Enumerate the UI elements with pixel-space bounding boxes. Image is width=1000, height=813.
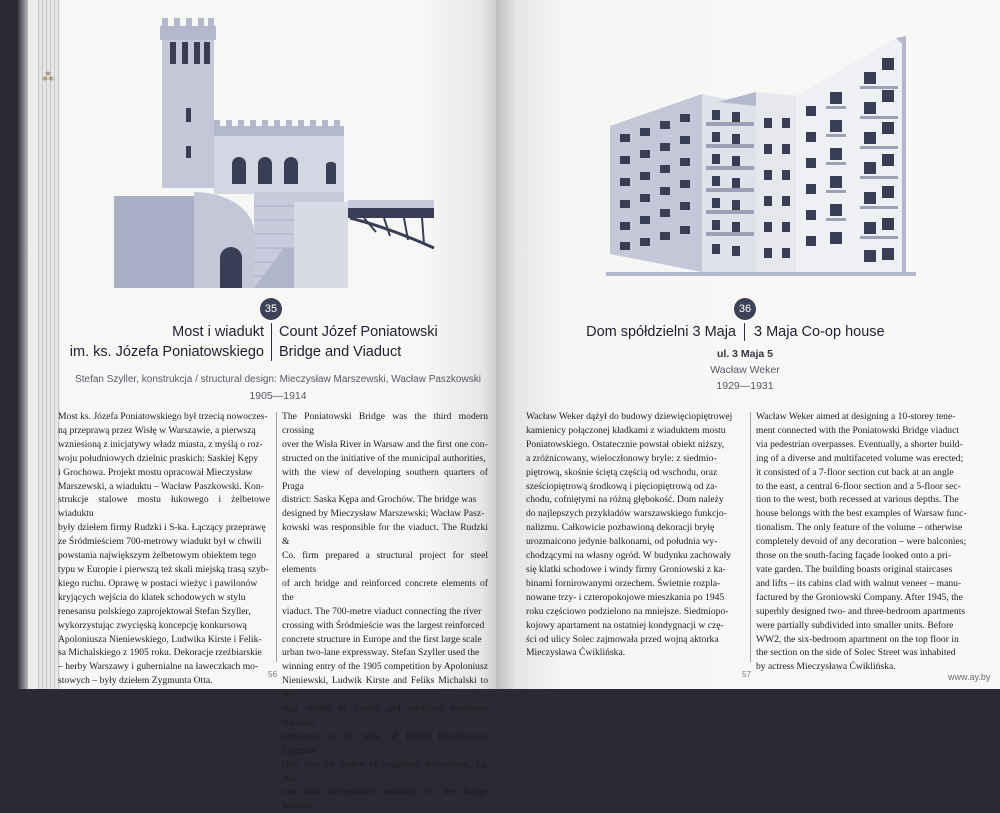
column-separator bbox=[276, 412, 277, 662]
architect: Wacław Weker bbox=[710, 364, 780, 376]
text-line: entrances in the style of Polish Renaissance. Zygmunt bbox=[282, 730, 488, 756]
text-line: sa Michalskiego z 1905 roku. Dekoracje rzeźbiarskie bbox=[58, 647, 262, 659]
text-line: Poniatowskiego. Ostatecznie powstał obiekt niższy, bbox=[526, 438, 725, 450]
title-en-line1: Count Józef Poniatowski bbox=[279, 324, 438, 340]
text-line: nowane trzy- i czteropokojowe mieszkania po 1945 bbox=[526, 591, 725, 603]
text-line: those on the south-facing façade looked onto a pri- bbox=[756, 550, 952, 562]
text-line: of arch bridge and reinforced concrete elements of the bbox=[282, 577, 488, 603]
text-line: via pedestrian overpasses. Eventually, a shorter build- bbox=[756, 438, 963, 450]
text-line: Nieniewski, Ludwik Kirste and Feliks Michalski to de- bbox=[282, 675, 488, 701]
title-en-line2: Bridge and Viaduct bbox=[279, 344, 402, 360]
text-line: kojowy apartament na ostatniej kondygnacji w czę- bbox=[526, 619, 724, 631]
text-line: Apoloniusza Nieniewskiego, Ludwika Kirste i Felik- bbox=[58, 633, 262, 645]
text-line: – herby Warszawy i gubernialne na ławeczkach mo- bbox=[58, 661, 259, 673]
text-line: the section on the side of Solec Street was inhabited bbox=[756, 647, 956, 659]
construction-years: 1905—1914 bbox=[249, 390, 307, 402]
text-line: kiego ruchu. Oprawę w postaci wieżyc i pawilonów bbox=[58, 577, 258, 589]
text-line: wykorzystując zwycięską koncepcję konkursową bbox=[58, 619, 247, 631]
text-line: urban two-lane expressway. Stefan Szyller used the bbox=[282, 647, 480, 659]
text-line: były dziełem firmy Rudzki i S-ka. Łączący przeprawę bbox=[58, 522, 266, 534]
text-line: superbly designed two- and three-bedroom apartments bbox=[756, 605, 966, 617]
text-line: wzniesioną z inicjatywy władz miasta, z myślą o roz- bbox=[58, 438, 263, 450]
text-line: sześciopiętrową środkową i pięciopiętrową od za- bbox=[526, 480, 718, 492]
text-line: concrete structure in Europe and the first large scale bbox=[282, 633, 482, 645]
text-line: ze Śródmieściem 700-metrowy wiadukt był w chwili bbox=[58, 536, 262, 548]
column-separator bbox=[750, 412, 751, 662]
text-line: were partially subdivided into smaller units. Before bbox=[756, 619, 954, 631]
title-divider bbox=[271, 323, 272, 361]
text-line: ści od ulicy Solec zajmowała przed wojną aktorka bbox=[526, 633, 719, 645]
text-line: stowych – były dziełem Zygmunta Otta. bbox=[58, 675, 213, 687]
entry-number-badge: 35 bbox=[260, 298, 282, 320]
text-line: to the east, a central 6-floor section and a 5-floor sec- bbox=[756, 480, 961, 492]
text-line: Wacław Weker aimed at designing a 10-storey tene- bbox=[756, 411, 956, 422]
title-pl-line1: Most i wiadukt bbox=[172, 324, 264, 340]
text-line: chodu, cofniętymi na różną głębokość. Dom należy bbox=[526, 494, 724, 506]
right-page bbox=[496, 0, 1000, 689]
entry-title-polish: Dom spółdzielni 3 Maja bbox=[586, 324, 736, 340]
watermark: www.ay.by bbox=[948, 672, 991, 682]
address: ul. 3 Maja 5 bbox=[716, 348, 774, 360]
text-line: binami fornirowanymi orzechem. Świetnie rozpla- bbox=[526, 577, 721, 589]
text-line: nalizmu. Całkowicie pozbawioną dekoracji bryłę bbox=[526, 522, 715, 534]
entry-title-polish bbox=[68, 322, 264, 362]
body-text-polish bbox=[58, 410, 270, 688]
text-line: structed on the initiative of the municipal authorities, bbox=[282, 452, 486, 464]
text-line: Most ks. Józefa Poniatowskiego był trzecią nowoczes- bbox=[58, 411, 268, 422]
text-line: się klatki schodowe i windy firmy Groniowski z ka- bbox=[526, 563, 726, 575]
text-line: saw and Governorate emblems on the bridge benches. bbox=[282, 786, 488, 812]
bridge-tower-illustration bbox=[114, 16, 434, 288]
left-page bbox=[28, 0, 496, 812]
text-line: roku częściowo podzielono na mniejsze. Siedmiopo- bbox=[526, 605, 729, 617]
entry-number-badge: 36 bbox=[734, 298, 756, 320]
text-line: Mieczysława Ćwiklińska. bbox=[526, 647, 626, 659]
text-line: ną przeprawą przez Wisłę w Warszawie, a pierwszą bbox=[58, 424, 256, 436]
text-line: do najlepszych przykładów warszawskiego funkcjo- bbox=[526, 508, 727, 520]
text-line: woju południowych dzielnic praskich: Saskiej Kępy bbox=[58, 452, 259, 464]
text-line: viaduct. The 700-metre viaduct connecting the river bbox=[282, 605, 482, 617]
text-line: a zróżnicowany, wieloczłonowy bryle: z siedmio- bbox=[526, 452, 717, 464]
text-line: vate garden. The building boasts original staircases bbox=[756, 563, 953, 575]
text-line: The Poniatowski Bridge was the third modern crossing bbox=[282, 411, 488, 436]
text-line: typu w Europie i pierwszą też skali miejską trasą szyb- bbox=[58, 563, 269, 575]
text-line: urozmaicono jedynie balkonami, od południa wy- bbox=[526, 536, 718, 548]
text-line: it consisted of a 7-floor section cut back at an angle bbox=[756, 466, 954, 478]
text-line: WW2, the six-bedroom apartment on the top floor in bbox=[756, 633, 959, 645]
page-edges bbox=[38, 0, 60, 689]
entry-title-english: 3 Maja Co-op house bbox=[754, 324, 885, 340]
construction-years: 1929—1931 bbox=[716, 380, 774, 392]
text-line: i Grochowa. Projekt mostu opracował Mieczysław bbox=[58, 466, 253, 478]
text-line: district: Saska Kępa and Grochów. The bridge was bbox=[282, 494, 477, 506]
page-number: 56 bbox=[268, 670, 277, 679]
credits: Stefan Szyller, konstrukcja / structural design: Mieczysław Marszewski, Wacław Paszkowski bbox=[75, 374, 481, 385]
text-line: tion to the west, both recessed at various depths. The bbox=[756, 494, 959, 506]
text-line: house belongs with the best examples of Warsaw func- bbox=[756, 508, 967, 520]
text-line: ing of a diverse and multifaceted volume was erected; bbox=[756, 452, 964, 464]
text-line: designed by Mieczysław Marszewski; Wacław Pasz- bbox=[282, 508, 485, 520]
title-divider bbox=[744, 323, 745, 341]
text-line: kowski was responsible for the viaduct. The Rudzki & bbox=[282, 522, 488, 548]
text-line: kamienicy połączonej kładkami z wiaduktem mostu bbox=[526, 424, 726, 436]
text-line: sign details of turrets and pavilions enclosing staircase bbox=[282, 703, 488, 728]
text-line: strukcje stalowe mostu łukowego i żelbetowe wiaduktu bbox=[58, 494, 270, 520]
text-line: chodzącymi na własny ogród. W budynku zachowały bbox=[526, 550, 732, 562]
text-line: completely devoid of any decoration – were balconies; bbox=[756, 536, 967, 548]
text-line: piętrową, skośnie ściętą częścią od wschodu, oraz bbox=[526, 466, 718, 478]
text-line: kryjących wejścia do klatek schodowych w stylu bbox=[58, 591, 246, 603]
text-line: powstania największym żelbetowym obiektem tego bbox=[58, 550, 257, 562]
text-line: Co. firm prepared a structural project for steel elements bbox=[282, 550, 488, 575]
text-line: Wacław Weker dążył do budowy dziewięciopiętrowej bbox=[526, 411, 733, 422]
margin-mark: ⁂ bbox=[42, 70, 54, 84]
text-line: renesansu polskiego zaprojektował Stefan Szyller, bbox=[58, 605, 251, 617]
entry-title-english bbox=[279, 322, 489, 362]
title-pl-line2: im. ks. Józefa Poniatowskiego bbox=[69, 344, 264, 360]
text-line: factured by the Groniowski Company. After 1945, the bbox=[756, 591, 963, 603]
body-text-polish bbox=[526, 410, 744, 660]
body-text-english bbox=[756, 410, 968, 674]
text-line: winning entry of the 1905 competition by Apoloniusz bbox=[282, 661, 488, 673]
text-line: by actress Mieczysława Ćwiklińska. bbox=[756, 661, 896, 673]
text-line: over the Wisła River in Warsaw and the first one con- bbox=[282, 438, 488, 450]
text-line: crossing with Śródmieście was the largest reinforced bbox=[282, 619, 485, 631]
text-line: Marszewski, a wiaduktu – Wacław Paszkowski. Kon- bbox=[58, 480, 264, 492]
text-line: tionalism. The only feature of the volume – otherwise bbox=[756, 522, 963, 534]
text-line: with the view of developing southern quarters of Praga bbox=[282, 466, 488, 492]
text-line: and lifts – its cabins clad with walnut veneer – manu- bbox=[756, 577, 962, 589]
coop-house-illustration bbox=[606, 22, 916, 282]
body-text-english bbox=[282, 410, 488, 813]
page-number: 57 bbox=[742, 670, 751, 679]
text-line: Otto was the author of sculptural decorations, i.e. War- bbox=[282, 758, 488, 784]
text-line: ment connected with the Poniatowski Bridge viaduct bbox=[756, 424, 960, 436]
